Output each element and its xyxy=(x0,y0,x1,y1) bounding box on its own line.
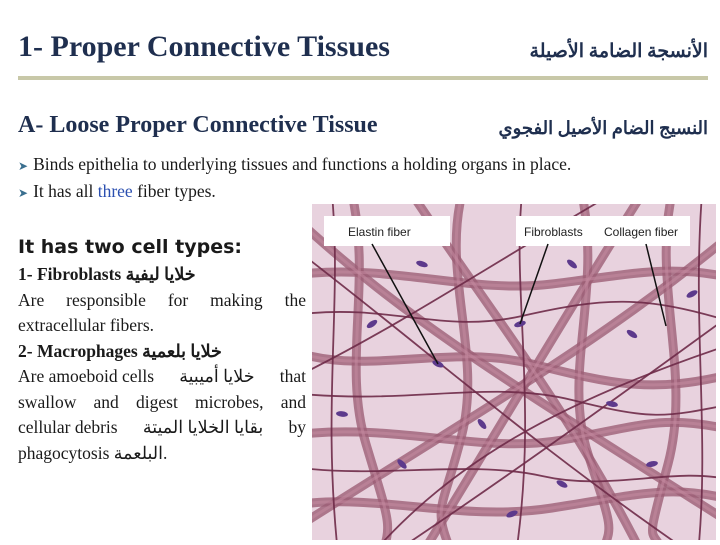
fibroblast-label: 1- Fibroblasts xyxy=(18,264,122,284)
phago-arabic: البلعمة xyxy=(113,442,163,463)
bullet-text: It has all xyxy=(33,181,98,201)
title-divider xyxy=(18,76,708,80)
amoeboid-line xyxy=(18,364,306,390)
fibroblast-desc: Are responsible for making the xyxy=(18,289,306,310)
section-heading-arabic: النسيج الضام الأصيل الفجوي xyxy=(498,118,708,138)
debris-text: by xyxy=(288,417,306,437)
tissue-figure xyxy=(312,204,716,540)
section-heading: A- Loose Proper Connective Tissue xyxy=(18,112,378,138)
amoeboid-arabic: خلايا أميبية xyxy=(179,366,255,386)
cell-types-heading: It has two cell types: xyxy=(18,236,242,258)
bullet-item xyxy=(18,154,571,175)
macrophage-arabic: خلايا بلعمية xyxy=(142,340,222,361)
arrow-bullet-icon: ➤ xyxy=(18,159,29,173)
page-title-arabic: الأنسجة الضامة الأصيلة xyxy=(529,41,708,62)
debris-line xyxy=(18,415,306,441)
amoeboid-text: Are amoeboid cells xyxy=(18,366,155,386)
debris-text: cellular debris xyxy=(18,417,118,437)
highlight-text: three xyxy=(97,181,133,201)
fibroblast-arabic: خلايا ليفية xyxy=(125,264,196,284)
bullet-text: Binds epithelia to underlying tissues and functions a holding organs in place. xyxy=(33,154,572,174)
title-row xyxy=(18,30,712,74)
amoeboid-text: that xyxy=(279,366,306,386)
tissue-micrograph xyxy=(312,204,716,540)
cell-types-text xyxy=(18,262,306,466)
collagen-fiber-label: Collagen fiber xyxy=(604,225,679,239)
macrophage-line xyxy=(18,339,306,365)
bullet-text: fiber types. xyxy=(132,181,216,201)
section-heading-row xyxy=(18,112,712,146)
bullet-item xyxy=(18,181,216,202)
fibroblasts-label: Fibroblasts xyxy=(524,225,583,239)
phago-line xyxy=(18,441,306,467)
swallow-line: swallow and digest microbes, and xyxy=(18,391,306,412)
elastin-fiber-label: Elastin fiber xyxy=(348,225,411,239)
debris-arabic: بقايا الخلايا الميتة xyxy=(142,417,264,437)
phago-period: . xyxy=(162,442,168,463)
fibroblast-line xyxy=(18,262,306,288)
arrow-bullet-icon: ➤ xyxy=(18,186,29,200)
macrophage-label: 2- Macrophages xyxy=(18,340,138,361)
fibroblast-desc: extracellular fibers. xyxy=(18,315,155,335)
page-title: 1- Proper Connective Tissues xyxy=(18,30,390,63)
phago-text: phagocytosis xyxy=(18,442,110,463)
